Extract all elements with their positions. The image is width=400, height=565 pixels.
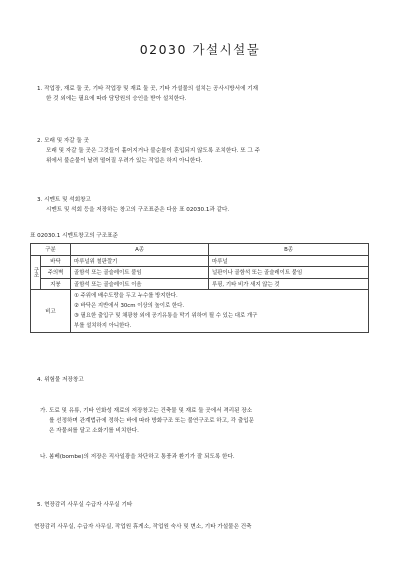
cement-warehouse-table — [30, 243, 369, 333]
section-3-heading: 3. 시멘트 및 석회창고 — [37, 197, 91, 203]
section-5-heading: 5. 현장감리 사무실 수급자 사무실 기타 — [37, 502, 133, 508]
section-1 — [37, 84, 367, 104]
header-type-a: A종 — [71, 244, 209, 256]
table-row — [31, 267, 369, 279]
table-notes-row — [31, 290, 369, 333]
table-row — [31, 255, 369, 267]
row-label: 지붕 — [41, 278, 71, 290]
item-na-line: 나. 봄베(bombe)의 저장은 직사일광을 차단하고 통풍과 환기가 잘 되도록 한다. — [40, 454, 235, 460]
note-item: ③ 필요한 출입구 및 채광창 외에 공기유통을 막기 위하여 될 수 있는 대로 개구 — [74, 313, 258, 319]
section-2-body-line-1: 모래 및 자갈 둘 곳은 그것들이 흩어지거나 불순물이 혼입되지 않도록 조치한다. 또 그 주 — [46, 148, 261, 154]
row-label: 바닥 — [41, 255, 71, 267]
section-5-body — [34, 522, 359, 532]
section-4-item-ga — [40, 406, 365, 436]
header-type-b: B종 — [209, 244, 369, 256]
item-ga-line-2: 를 선정하며 관계법규에 정하는 바에 따라 방화구조 또는 불연구조로 하고, 각 출입문 — [49, 418, 255, 424]
table-row — [31, 278, 369, 290]
section-5 — [37, 500, 367, 510]
table-caption: 표 02030.1 시멘트창고의 구조표준 — [30, 233, 118, 239]
item-ga-line-3: 은 자물쇠를 달고 소화기를 비치한다. — [49, 428, 139, 434]
note-item: ① 주위에 배수도랑을 두고 누수를 방지한다. — [74, 293, 178, 299]
structure-side-label: 구조 — [31, 255, 41, 290]
section-2 — [37, 136, 367, 166]
item-ga-line-1: 가. 도료 및 유류, 기타 인화성 재료의 저장창고는 건축물 및 재료 둘 곳에서 격리된 장소 — [40, 408, 253, 414]
notes-label: 비고 — [31, 290, 71, 333]
section-5-body-line: 현장감리 사무실, 수급자 사무실, 작업원 휴게소, 작업원 숙사 및 변소, 기타 가설물은 건축 — [34, 524, 252, 530]
note-item: ② 바닥은 지반에서 30cm 이상의 높이로 한다. — [74, 303, 185, 309]
page-title: 02030 가설시설물 — [139, 42, 261, 57]
section-2-body-line-2: 위에서 불순물이 날려 떨어질 우려가 있는 작업은 하지 아니한다. — [46, 158, 203, 164]
section-3-body: 시멘트 및 석회 등을 저장하는 창고의 구조표준은 다음 표 02030.1과 같다. — [46, 207, 230, 213]
section-1-heading: 1. 작업장, 재료 둘 곳, 기타 작업장 및 재료 둘 곳, 기타 가설물의 설치는 공사시방서에 기재 — [37, 86, 259, 92]
header-kind: 구분 — [31, 244, 71, 256]
section-4-heading-text: 4. 위험물 저장창고 — [37, 377, 84, 383]
cell-a: 골함석 또는 골슬레이트 이음 — [71, 278, 209, 290]
cell-b: 루핑, 기타 비가 새지 않는 것 — [209, 278, 369, 290]
notes-cell — [71, 290, 369, 333]
table-header-row — [31, 244, 369, 256]
section-1-body: 한 것 외에는 필요에 따라 담당원의 승인을 받아 설치한다. — [46, 96, 187, 102]
cell-a: 골함석 또는 골슬레이트 붙임 — [71, 267, 209, 279]
section-4-heading — [37, 375, 367, 385]
section-3 — [37, 195, 367, 215]
row-label: 주의벽 — [41, 267, 71, 279]
cell-a: 마루널위 철판깔기 — [71, 255, 209, 267]
cell-b: 널판이나 골함석 또는 골슬레이트 붙임 — [209, 267, 369, 279]
cell-b: 마루널 — [209, 255, 369, 267]
note-item: 부를 설치하지 아니한다. — [74, 323, 132, 329]
section-4-item-na — [40, 452, 365, 462]
section-2-heading: 2. 모래 및 자갈 둘 곳 — [37, 138, 90, 144]
